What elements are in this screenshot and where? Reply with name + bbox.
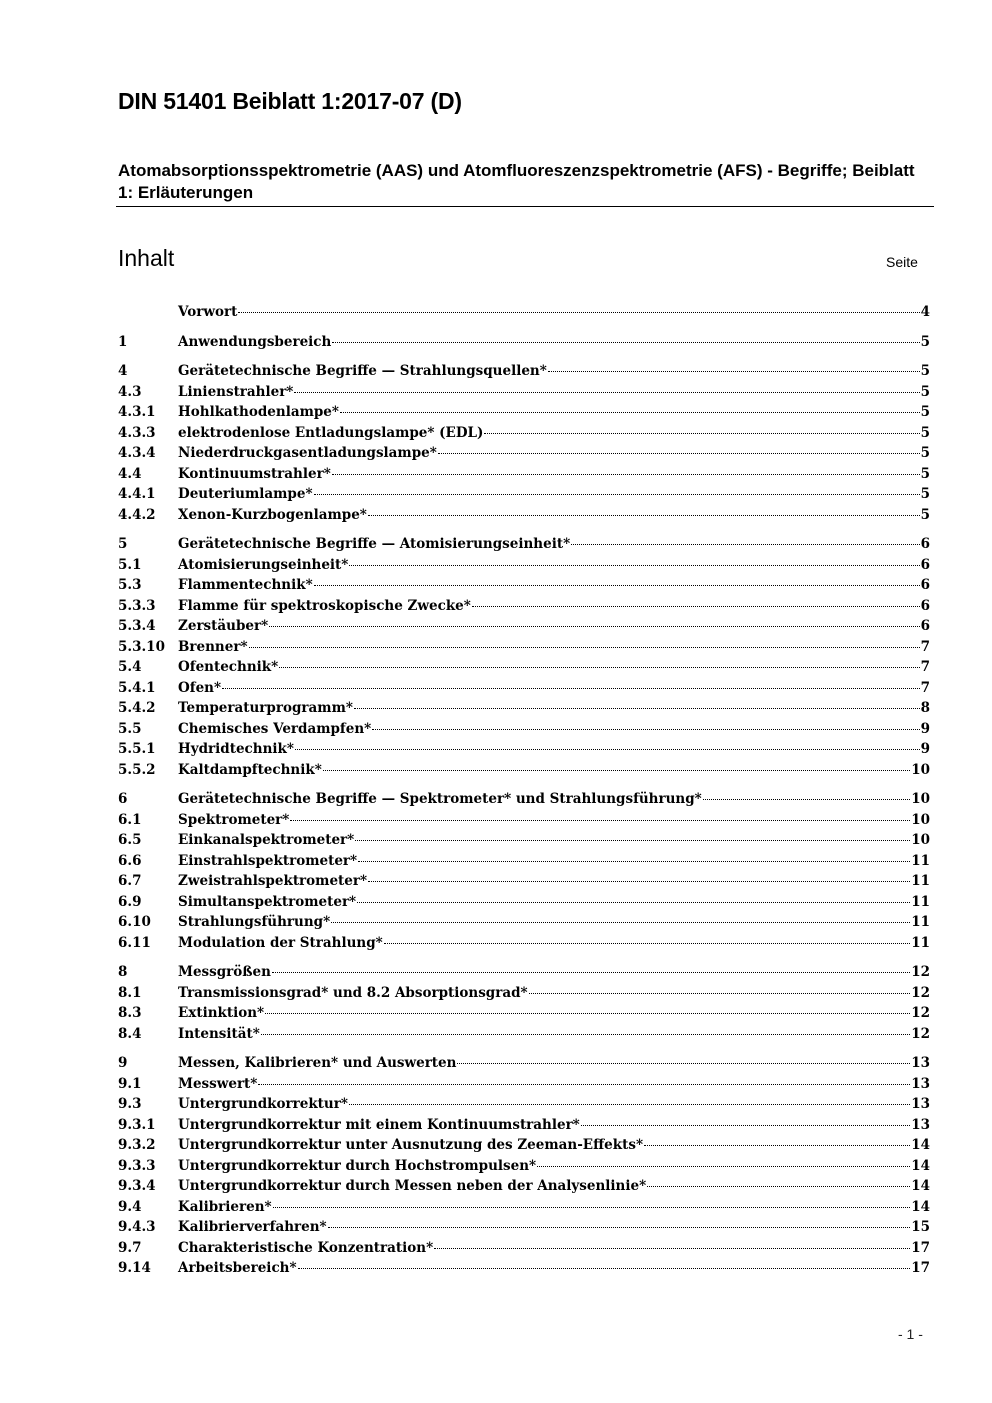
toc-entry-label: Chemisches Verdampfen* <box>178 720 372 737</box>
toc-dot-leader <box>272 972 910 973</box>
toc-entry[interactable] <box>118 810 930 831</box>
toc-entry-label: Atomisierungseinheit* <box>178 556 349 573</box>
toc-group <box>118 361 930 525</box>
toc-entry-label: Extinktion* <box>178 1005 265 1021</box>
toc-entry-label: Gerätetechnische Begriffe — Strahlungsquellen* <box>178 363 547 379</box>
toc-entry[interactable] <box>118 1094 930 1115</box>
toc-entry[interactable] <box>118 616 930 637</box>
toc-entry-number: 6.9 <box>118 893 142 910</box>
toc-entry-page: 13 <box>911 1055 930 1071</box>
toc-entry-page: 4 <box>920 304 930 320</box>
toc-entry[interactable] <box>118 678 930 699</box>
toc-entry-page: 6 <box>920 618 930 634</box>
title-divider <box>116 206 934 207</box>
toc-entry-number: 9.3.4 <box>118 1178 156 1194</box>
toc-dot-leader <box>548 371 920 372</box>
toc-entry-number: 5.5.1 <box>118 741 156 757</box>
toc-entry[interactable] <box>118 1156 930 1177</box>
toc-entry-number: 9.4.3 <box>118 1219 156 1235</box>
toc-entry-label: Hohlkathodenlampe* <box>178 404 339 420</box>
toc-entry-label: Hydridtechnik* <box>178 741 294 757</box>
toc-entry[interactable] <box>118 555 930 576</box>
toc-entry[interactable] <box>118 505 930 526</box>
toc-dot-leader <box>328 1227 911 1228</box>
toc-entry-number: 6.5 <box>118 832 142 848</box>
toc-entry[interactable] <box>118 698 930 719</box>
toc-dot-leader <box>434 1248 910 1249</box>
toc-entry[interactable] <box>118 464 930 485</box>
toc-dot-leader <box>261 1034 910 1035</box>
toc-entry[interactable] <box>118 1176 930 1197</box>
toc-dot-leader <box>354 708 920 709</box>
toc-dot-leader <box>332 342 919 343</box>
toc-entry-page: 11 <box>911 893 930 910</box>
toc-entry[interactable] <box>118 1053 930 1074</box>
toc-entry-page: 9 <box>920 720 930 737</box>
toc-dot-leader <box>323 770 910 771</box>
toc-entry-label: Flamme für spektroskopische Zwecke* <box>178 597 471 614</box>
toc-entry-number: 5.5.2 <box>118 761 156 778</box>
toc-entry-label: Spektrometer* <box>178 811 290 828</box>
toc-entry[interactable] <box>118 1238 930 1259</box>
toc-entry-number: 5.3.4 <box>118 618 156 634</box>
toc-entry-label: Temperaturprogramm* <box>178 700 353 716</box>
toc-entry-page: 5 <box>920 486 930 502</box>
toc-entry-number: 5.1 <box>118 556 142 573</box>
toc-entry-label: Kaltdampftechnik* <box>178 761 322 778</box>
toc-dot-leader <box>279 667 919 668</box>
toc-dot-leader <box>571 544 919 545</box>
toc-entry-page: 5 <box>920 404 930 420</box>
toc-entry-page: 11 <box>911 934 930 951</box>
toc-entry-page: 14 <box>911 1198 930 1215</box>
toc-entry-label: Kalibrieren* <box>178 1198 272 1215</box>
toc-entry-number: 6.1 <box>118 811 142 828</box>
toc-entry-page: 13 <box>911 1075 930 1092</box>
toc-entry[interactable] <box>118 402 930 423</box>
toc-dot-leader <box>295 749 920 750</box>
toc-entry[interactable] <box>118 830 930 851</box>
toc-entry-page: 17 <box>911 1239 930 1256</box>
toc-entry-label: Einstrahlspektrometer* <box>178 852 358 869</box>
toc-heading: Inhalt <box>118 245 175 271</box>
page-number-footer: - 1 - <box>898 1326 923 1342</box>
toc-dot-leader <box>537 1166 910 1167</box>
toc-entry[interactable] <box>118 1197 930 1218</box>
toc-entry[interactable] <box>118 1024 930 1045</box>
toc-entry-page: 5 <box>920 506 930 523</box>
toc-entry[interactable] <box>118 851 930 872</box>
toc-entry-page: 5 <box>920 383 930 400</box>
toc-entry-number: 5.5 <box>118 720 142 737</box>
toc-entry[interactable] <box>118 719 930 740</box>
toc-dot-leader <box>269 626 919 627</box>
toc-entry-page: 10 <box>911 832 930 848</box>
toc-group <box>118 534 930 780</box>
toc-entry-page: 6 <box>920 597 930 614</box>
toc-entry-label: Brenner* <box>178 638 248 655</box>
toc-entry-page: 7 <box>920 638 930 655</box>
toc-dot-leader <box>314 494 920 495</box>
toc-entry-page: 7 <box>920 659 930 675</box>
toc-entry[interactable] <box>118 302 930 323</box>
toc-dot-leader <box>438 453 920 454</box>
toc-dot-leader <box>368 515 920 516</box>
toc-entry-page: 15 <box>911 1219 930 1235</box>
toc-entry-page: 12 <box>911 964 930 980</box>
toc-entry-number: 8.4 <box>118 1025 142 1042</box>
toc-entry[interactable] <box>118 484 930 505</box>
toc-entry-page: 14 <box>911 1178 930 1194</box>
toc-entry-label: Einkanalspektrometer* <box>178 832 355 848</box>
toc-entry-number: 4.3 <box>118 383 142 400</box>
toc-entry-label: Arbeitsbereich* <box>178 1260 297 1276</box>
toc-entry-page: 5 <box>920 333 930 350</box>
toc-entry-label: Untergrundkorrektur* <box>178 1096 348 1112</box>
toc-dot-leader <box>472 606 920 607</box>
toc-entry[interactable] <box>118 1135 930 1156</box>
toc-dot-leader <box>349 565 919 566</box>
toc-entry-number: 9.3.3 <box>118 1157 156 1174</box>
toc-entry-page: 12 <box>911 1025 930 1042</box>
toc-dot-leader <box>484 433 919 434</box>
toc-entry-page: 11 <box>911 873 930 889</box>
toc-dot-leader <box>358 861 910 862</box>
toc-entry-page: 12 <box>911 984 930 1001</box>
toc-entry-label: Messwert* <box>178 1075 258 1092</box>
toc-entry-number: 9.3 <box>118 1096 142 1112</box>
toc-entry[interactable] <box>118 739 930 760</box>
toc-dot-leader <box>644 1145 910 1146</box>
toc-entry-number: 6.10 <box>118 914 151 930</box>
toc-entry-page: 12 <box>911 1005 930 1021</box>
toc-entry-page: 6 <box>920 556 930 573</box>
toc-entry[interactable] <box>118 1217 930 1238</box>
toc-entry-page: 17 <box>911 1260 930 1276</box>
toc-dot-leader <box>529 993 911 994</box>
toc-entry[interactable] <box>118 892 930 913</box>
toc-entry-number: 4.4.1 <box>118 486 156 502</box>
toc-group <box>118 789 930 953</box>
toc-entry-number: 4 <box>118 363 128 379</box>
toc-entry-number: 8.1 <box>118 984 142 1001</box>
toc-entry-number: 6.11 <box>118 934 151 951</box>
toc-entry-label: Messgrößen <box>178 964 271 980</box>
toc-entry-number: 5 <box>118 536 128 552</box>
toc-entry-label: Gerätetechnische Begriffe — Atomisierungseinheit* <box>178 536 571 552</box>
toc-dot-leader <box>647 1186 910 1187</box>
toc-dot-leader <box>249 647 920 648</box>
toc-dot-leader <box>384 943 910 944</box>
toc-entry-number: 6 <box>118 791 128 807</box>
toc-entry-number: 9.14 <box>118 1260 151 1276</box>
document-subtitle: Atomabsorptionsspektrometrie (AAS) und Atomfluoreszenzspektrometrie (AFS) - Begriffe; Beiblatt 1: Erläuterungen <box>118 161 915 202</box>
toc-entry[interactable] <box>118 382 930 403</box>
toc-group <box>118 302 930 323</box>
toc-entry-page: 5 <box>920 424 930 441</box>
toc-entry[interactable] <box>118 933 930 954</box>
toc-entry-page: 6 <box>920 577 930 593</box>
toc-entry-label: Niederdruckgasentladungslampe* <box>178 445 437 461</box>
toc-entry-label: Gerätetechnische Begriffe — Spektrometer* und Strahlungsführung* <box>178 791 702 807</box>
toc-entry-page: 5 <box>920 445 930 461</box>
toc-dot-leader <box>298 1268 911 1269</box>
toc-dot-leader <box>294 392 919 393</box>
toc-entry-page: 14 <box>911 1137 930 1153</box>
toc-dot-leader <box>457 1063 910 1064</box>
toc-entry-page: 6 <box>920 536 930 552</box>
toc-entry-number: 9 <box>118 1055 128 1071</box>
toc-entry-label: Anwendungsbereich <box>178 333 332 350</box>
toc-entry[interactable] <box>118 1003 930 1024</box>
toc-entry[interactable] <box>118 1115 930 1136</box>
toc-entry-label: Vorwort <box>178 304 238 320</box>
toc-entry-page: 14 <box>911 1157 930 1174</box>
toc-entry-label: Intensität* <box>178 1025 260 1042</box>
toc-entry[interactable] <box>118 596 930 617</box>
toc-entry-page: 10 <box>911 791 930 807</box>
toc-dot-leader <box>332 474 920 475</box>
toc-dot-leader <box>258 1084 910 1085</box>
toc-entry-label: Messen, Kalibrieren* und Auswerten <box>178 1055 457 1071</box>
toc-dot-leader <box>222 688 920 689</box>
document-title: DIN 51401 Beiblatt 1:2017-07 (D) <box>118 88 462 114</box>
toc-entry-label: Kontinuumstrahler* <box>178 465 331 482</box>
toc-entry-page: 11 <box>911 852 930 869</box>
toc-entry[interactable] <box>118 962 930 983</box>
toc-entry[interactable] <box>118 871 930 892</box>
toc-dot-leader <box>340 412 920 413</box>
toc-entry-label: Zweistrahlspektrometer* <box>178 873 368 889</box>
toc-entry-label: Charakteristische Konzentration* <box>178 1239 434 1256</box>
toc-entry-label: Untergrundkorrektur unter Ausnutzung des Zeeman-Effekts* <box>178 1137 644 1153</box>
toc-entry-page: 10 <box>911 761 930 778</box>
toc-entry-page: 11 <box>911 914 930 930</box>
toc-entry-label: Modulation der Strahlung* <box>178 934 383 951</box>
toc-entry-number: 9.7 <box>118 1239 142 1256</box>
toc-entry[interactable] <box>118 534 930 555</box>
toc-entry[interactable] <box>118 637 930 658</box>
toc-dot-leader <box>273 1207 911 1208</box>
toc-entry-page: 5 <box>920 465 930 482</box>
toc-entry-page: 13 <box>911 1096 930 1112</box>
toc-entry[interactable] <box>118 657 930 678</box>
toc-entry-page: 5 <box>920 363 930 379</box>
toc-dot-leader <box>357 902 910 903</box>
toc-entry-label: Simultanspektrometer* <box>178 893 357 910</box>
toc-entry-number: 4.4 <box>118 465 142 482</box>
toc-dot-leader <box>703 799 910 800</box>
toc-entry-number: 5.3 <box>118 577 142 593</box>
toc-entry-number: 1 <box>118 333 128 350</box>
toc-entry-label: Untergrundkorrektur mit einem Kontinuumstrahler* <box>178 1116 580 1133</box>
toc-entry-page: 7 <box>920 679 930 696</box>
toc-entry-page: 13 <box>911 1116 930 1133</box>
toc-dot-leader <box>290 820 910 821</box>
toc-entry-label: elektrodenlose Entladungslampe* (EDL) <box>178 424 484 441</box>
toc-entry-number: 8 <box>118 964 128 980</box>
toc-entry-label: Untergrundkorrektur durch Hochstrompulsen* <box>178 1157 537 1174</box>
toc-entry[interactable] <box>118 423 930 444</box>
toc-entry-label: Xenon-Kurzbogenlampe* <box>178 506 367 523</box>
toc-entry-number: 5.4.1 <box>118 679 156 696</box>
toc-entry-page: 9 <box>920 741 930 757</box>
toc-entry-number: 4.3.4 <box>118 445 156 461</box>
toc-entry[interactable] <box>118 332 930 353</box>
toc-entry[interactable] <box>118 983 930 1004</box>
toc-dot-leader <box>355 840 910 841</box>
toc-entry-number: 5.4.2 <box>118 700 156 716</box>
toc-entry-number: 4.3.3 <box>118 424 156 441</box>
toc-entry-label: Kalibrierverfahren* <box>178 1219 327 1235</box>
toc-entry[interactable] <box>118 575 930 596</box>
page-column-label: Seite <box>886 254 918 270</box>
toc-entry[interactable] <box>118 1258 930 1279</box>
toc-entry-label: Ofen* <box>178 679 222 696</box>
toc-entry-label: Flammentechnik* <box>178 577 313 593</box>
toc-entry-label: Strahlungsführung* <box>178 914 331 930</box>
toc-entry-number: 5.3.10 <box>118 638 165 655</box>
toc-entry-label: Transmissionsgrad* und 8.2 Absorptionsgrad* <box>178 984 528 1001</box>
toc-dot-leader <box>238 312 919 313</box>
toc-dot-leader <box>331 922 910 923</box>
toc-entry-number: 8.3 <box>118 1005 142 1021</box>
toc-entry-number: 9.4 <box>118 1198 142 1215</box>
toc-entry-number: 9.3.1 <box>118 1116 156 1133</box>
toc-dot-leader <box>581 1125 910 1126</box>
toc-entry-number: 4.4.2 <box>118 506 156 523</box>
toc-dot-leader <box>368 881 910 882</box>
toc-dot-leader <box>372 729 919 730</box>
toc-entry-page: 10 <box>911 811 930 828</box>
toc-entry-label: Ofentechnik* <box>178 659 279 675</box>
toc-entry-number: 9.3.2 <box>118 1137 156 1153</box>
toc-entry[interactable] <box>118 789 930 810</box>
toc-entry-number: 5.3.3 <box>118 597 156 614</box>
toc-entry-label: Zerstäuber* <box>178 618 269 634</box>
toc-entry[interactable] <box>118 912 930 933</box>
toc-entry-label: Linienstrahler* <box>178 383 294 400</box>
toc-entry-label: Deuteriumlampe* <box>178 486 313 502</box>
toc-dot-leader <box>265 1013 910 1014</box>
toc-group <box>118 1053 930 1279</box>
toc-entry-number: 5.4 <box>118 659 142 675</box>
toc-entry-page: 8 <box>920 700 930 716</box>
toc-entry[interactable] <box>118 760 930 781</box>
toc-entry[interactable] <box>118 1074 930 1095</box>
toc-entry-label: Untergrundkorrektur durch Messen neben der Analysenlinie* <box>178 1178 647 1194</box>
toc-entry[interactable] <box>118 361 930 382</box>
table-of-contents <box>118 302 930 1288</box>
toc-entry-number: 9.1 <box>118 1075 142 1092</box>
toc-entry-number: 6.6 <box>118 852 142 869</box>
toc-entry-number: 6.7 <box>118 873 142 889</box>
toc-entry[interactable] <box>118 443 930 464</box>
toc-group <box>118 332 930 353</box>
toc-dot-leader <box>314 585 920 586</box>
toc-group <box>118 962 930 1044</box>
toc-entry-number: 4.3.1 <box>118 404 156 420</box>
toc-dot-leader <box>349 1104 910 1105</box>
